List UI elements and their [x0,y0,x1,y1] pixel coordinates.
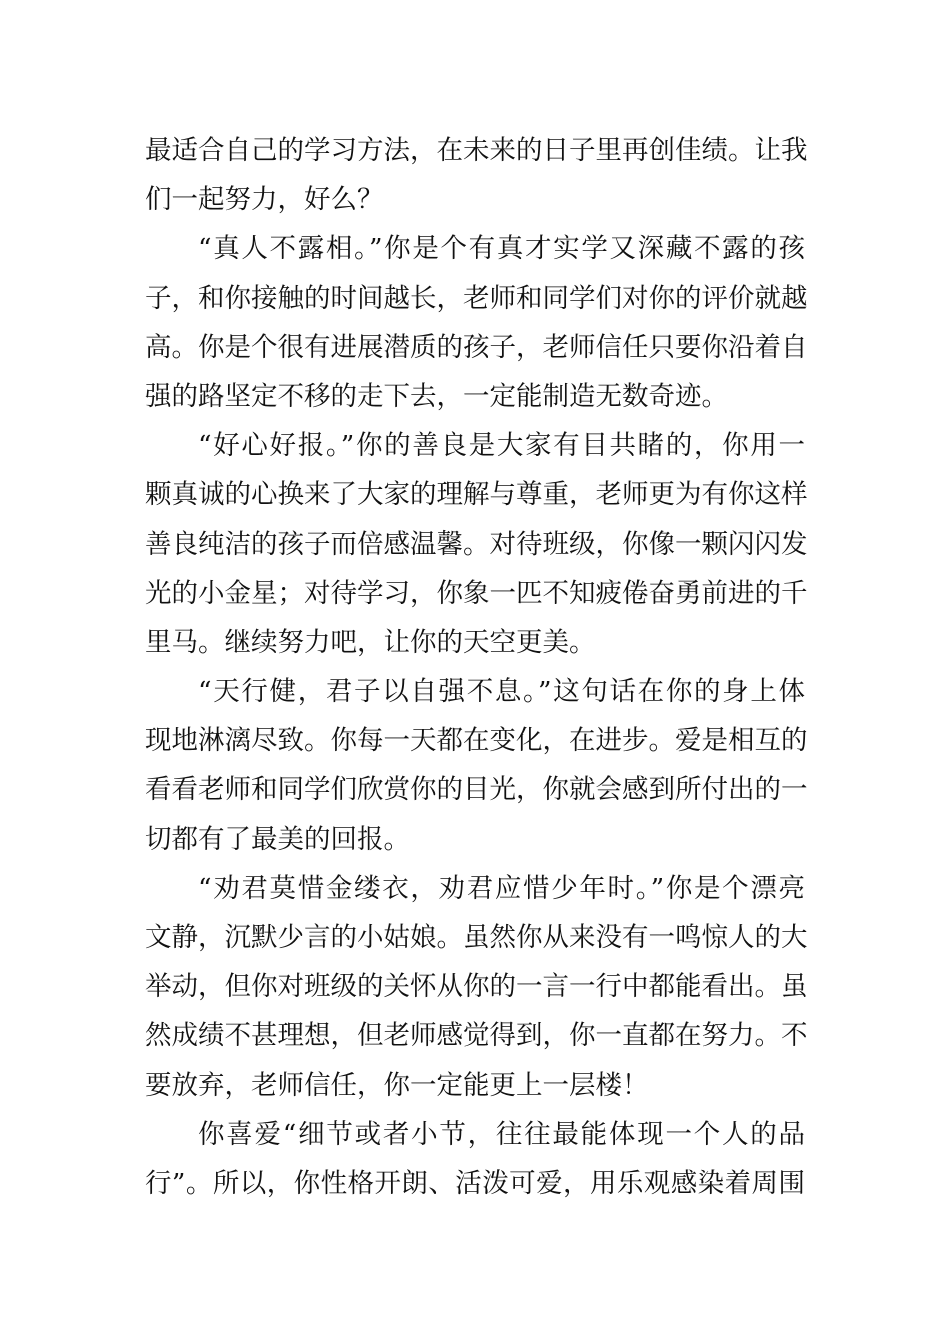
text-line: 文静，沉默少言的小姑娘。虽然你从来没有一鸣惊人的大 [145,922,808,953]
text-line: 善良纯洁的孩子而倍感温馨。对待班级，你像一颗闪闪发 [145,528,808,560]
text-line: 里马。继续努力吧，让你的天空更美。 [145,626,596,658]
text-line: 看看老师和同学们欣赏你的目光，你就会感到所付出的一 [145,774,808,806]
text-line: 举动，但你对班级的关怀从你的一言一行中都能看出。虽 [145,971,808,1003]
text-line: “真人不露相。”你是个有真才实学又深藏不露的孩 [198,233,805,265]
text-line: 现地淋漓尽致。你每一天都在变化，在进步。爱是相互的 [145,725,808,757]
text-line: 最适合自己的学习方法，在未来的日子里再创佳绩。让我 [145,135,808,166]
text-line: 要放弃，老师信任，你一定能更上一层楼！ [145,1069,649,1101]
text-line: “天行健，君子以自强不息。”这句话在你的身上体 [198,676,805,708]
text-line: 你喜爱“细节或者小节，往往最能体现一个人的品 [198,1118,805,1150]
text-line: “好心好报。”你的善良是大家有目共睹的，你用一 [198,430,805,462]
text-line: 然成绩不甚理想，但老师感觉得到，你一直都在努力。不 [145,1020,808,1052]
text-line: 强的路坚定不移的走下去，一定能制造无数奇迹。 [145,380,728,412]
text-line: 颗真诚的心换来了大家的理解与尊重，老师更为有你这样 [145,479,808,511]
text-line: 光的小金星；对待学习，你象一匹不知疲倦奋勇前进的千 [145,577,808,609]
text-line: 切都有了最美的回报。 [145,823,410,855]
text-line: 们一起努力，好么？ [145,184,384,216]
text-line: 高。你是个很有进展潜质的孩子，老师信任只要你沿着自 [145,331,808,363]
text-line: 行”。所以，你性格开朗、活泼可爱，用乐观感染着周围 [145,1167,805,1199]
text-line: 子，和你接触的时间越长，老师和同学们对你的评价就越 [145,282,808,314]
body-text [145,126,808,1208]
text-line: “劝君莫惜金缕衣，劝君应惜少年时。”你是个漂亮 [198,872,805,904]
